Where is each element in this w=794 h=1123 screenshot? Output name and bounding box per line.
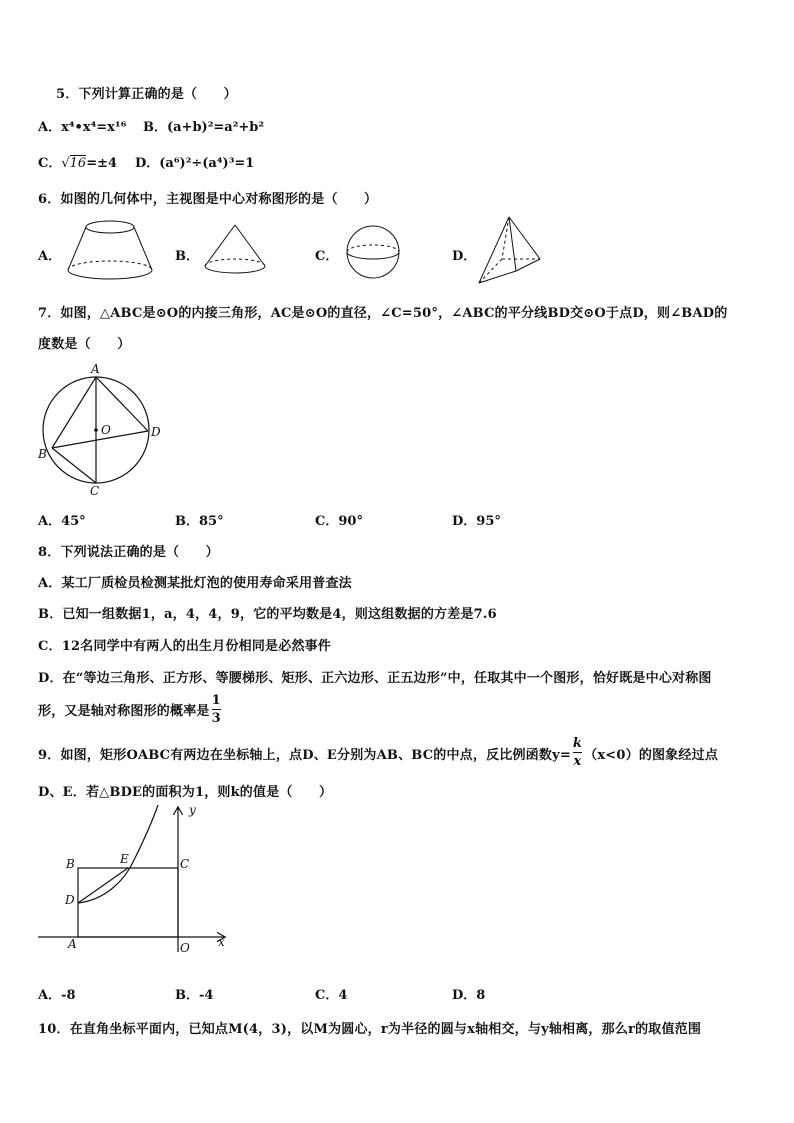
q10-stem: 10．在直角坐标平面内，已知点M(4，3)，以M为圆心，r为半径的圆与x轴相交，与y轴相离，那么r的取值范围 bbox=[38, 1022, 702, 1037]
q5-option-a: A．x⁴•x⁴=x¹⁶ bbox=[38, 120, 127, 135]
q7-option-b: B．85° bbox=[175, 514, 224, 529]
q9-option-d: D．8 bbox=[452, 988, 486, 1003]
point-b-label: B bbox=[66, 857, 75, 871]
fraction-one-third bbox=[212, 694, 221, 725]
q5-option-c bbox=[38, 152, 117, 171]
q8-option-d-line2 bbox=[38, 693, 223, 727]
q5-option-b: B．(a+b)²=a²+b² bbox=[143, 120, 265, 135]
q8-option-b: B．已知一组数据1，a，4，4，9，它的平均数是4，则这组数据的方差是7.6 bbox=[38, 607, 497, 622]
q7-stem-line1: 7．如图，△ABC是⊙O的内接三角形，AC是⊙O的直径，∠C=50°，∠ABC的平分线BD交⊙O于点D，则∠BAD的 bbox=[38, 306, 728, 321]
q6-label-d: D． bbox=[452, 249, 477, 264]
fraction-denominator-x: x bbox=[573, 754, 582, 769]
point-c-label: C bbox=[90, 484, 100, 498]
q9-stem-line1a: 9．如图，矩形OABC有两边在坐标轴上，点D、E分别为AB、BC的中点，反比例函数y= bbox=[38, 748, 571, 763]
q9-stem-line2: D、E．若△BDE的面积为1，则k的值是（ ） bbox=[38, 785, 333, 800]
point-d-label: D bbox=[151, 425, 161, 439]
q8-option-d-line1: D．在“等边三角形、正方形、等腰梯形、矩形、正六边形、正五边形”中，任取其中一个图形，恰好既是中心对称图 bbox=[38, 671, 712, 686]
q6-label-c: C． bbox=[315, 249, 339, 264]
q7-option-c: C．90° bbox=[315, 514, 363, 529]
q7-option-a: A．45° bbox=[38, 514, 86, 529]
q8-option-d-line2-text: 形，又是轴对称图形的概率是 bbox=[38, 704, 210, 719]
fraction-k-over-x bbox=[573, 737, 582, 768]
point-a-label: A bbox=[68, 937, 77, 951]
q9-stem-line1b: （x<0）的图象经过点 bbox=[584, 748, 719, 763]
q8-option-c: C．12名同学中有两人的出生月份相同是必然事件 bbox=[38, 639, 332, 654]
frustum-figure bbox=[64, 218, 156, 286]
point-d-label: D bbox=[65, 893, 75, 907]
q5-option-c-suffix: =±4 bbox=[86, 156, 118, 171]
q8-stem: 8．下列说法正确的是（ ） bbox=[38, 545, 219, 560]
point-b-label: B bbox=[38, 447, 47, 461]
q9-option-c: C．4 bbox=[315, 988, 348, 1003]
fraction-numerator: 1 bbox=[211, 693, 221, 708]
point-c-label: C bbox=[180, 857, 190, 871]
point-e-label: E bbox=[120, 852, 129, 866]
fraction-numerator-k: k bbox=[572, 736, 583, 751]
origin-o-label: O bbox=[180, 941, 190, 955]
q7-stem-line2: 度数是（ ） bbox=[38, 337, 131, 352]
x-axis-label: x bbox=[218, 935, 225, 949]
q9-stem-line1 bbox=[38, 736, 719, 771]
fraction-denominator: 3 bbox=[211, 711, 221, 726]
q6-label-a: A． bbox=[38, 249, 62, 264]
q5-option-c-radicand: 16 bbox=[69, 156, 87, 171]
circle-triangle-figure bbox=[34, 360, 174, 500]
point-a-label: A bbox=[91, 362, 100, 376]
q6-stem: 6．如图的几何体中，主视图是中心对称图形的是（ ） bbox=[38, 192, 378, 207]
q7-option-d: D．95° bbox=[452, 514, 501, 529]
q8-option-a: A．某工厂质检员检测某批灯泡的使用寿命采用普查法 bbox=[38, 576, 352, 591]
q5-option-d: D．(a⁶)²÷(a⁴)³=1 bbox=[135, 156, 255, 171]
q9-option-a: A．-8 bbox=[38, 988, 76, 1003]
q5-stem: 5．下列计算正确的是（ ） bbox=[56, 87, 237, 102]
q6-label-b: B． bbox=[175, 249, 199, 264]
sphere-figure bbox=[343, 222, 403, 282]
center-o-label: O bbox=[101, 423, 111, 437]
coordinate-rectangle-figure bbox=[34, 800, 234, 960]
cone-figure bbox=[200, 222, 270, 278]
y-axis-label: y bbox=[189, 803, 196, 817]
sqrt-sign: √ bbox=[61, 156, 70, 171]
q5-option-c-prefix: C． bbox=[38, 156, 62, 171]
q9-option-b: B．-4 bbox=[175, 988, 214, 1003]
pyramid-figure bbox=[474, 213, 546, 289]
